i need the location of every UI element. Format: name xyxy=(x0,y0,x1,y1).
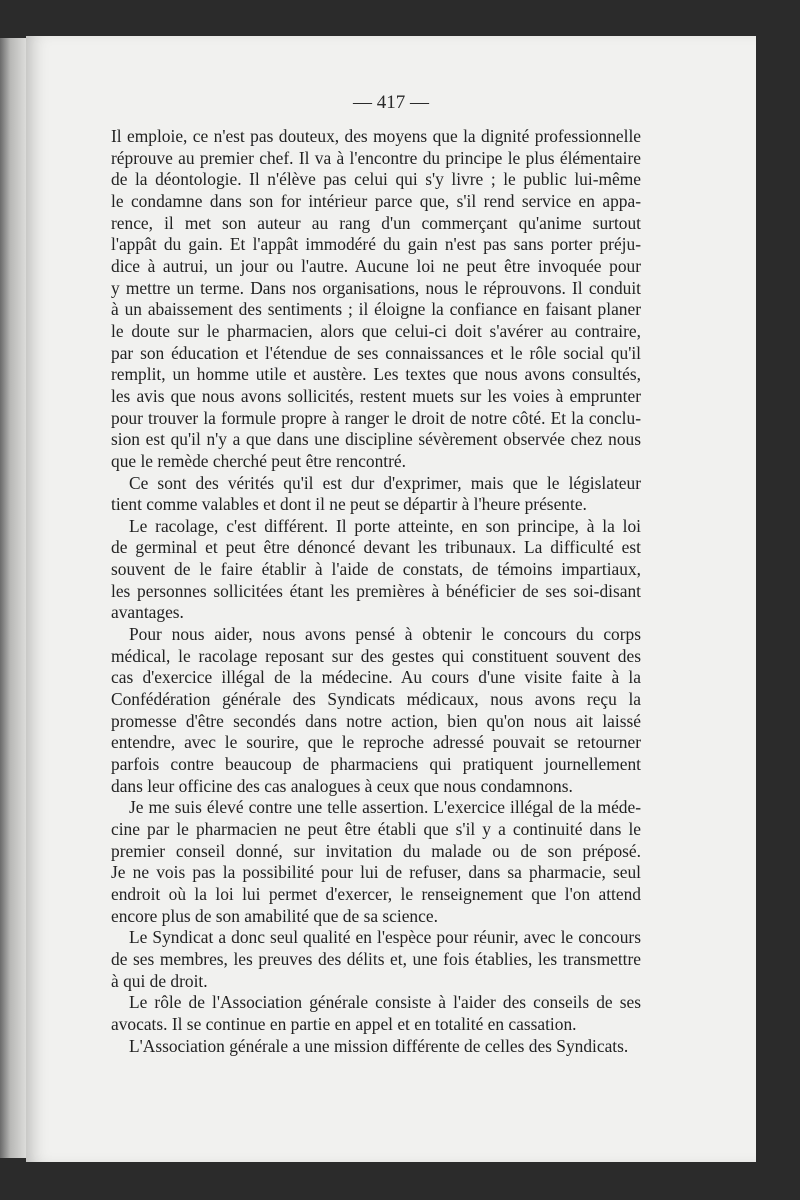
text-line: promesse d'être secondés dans notre action, bien qu'on nous ait laissé xyxy=(111,710,641,731)
text-line: les avis que nous avons sollicités, restent muets sur les voies à emprunter xyxy=(111,385,641,406)
text-line: avantages. xyxy=(111,602,184,623)
body-text xyxy=(111,126,641,1057)
text-line: à un abaissement des sentiments ; il éloigne la confiance en faisant planer xyxy=(111,299,641,320)
book-page xyxy=(26,36,756,1162)
text-line: Le Syndicat a donc seul qualité en l'espèce pour réunir, avec le concours xyxy=(129,927,641,948)
paragraph xyxy=(111,992,641,1035)
text-line: Ce sont des vérités qu'il est dur d'exprimer, mais que le législateur xyxy=(129,472,641,493)
facing-page-edge xyxy=(0,38,26,1158)
text-line: Il emploie, ce n'est pas douteux, des moyens que la dignité professionnelle xyxy=(111,126,641,146)
text-line: les personnes sollicitées étant les premières à bénéficier de ses soi-disant xyxy=(111,580,641,601)
text-line: encore plus de son amabilité que de sa science. xyxy=(111,905,438,926)
text-line: pour trouver la formule propre à ranger le droit de notre côté. Et la conclu- xyxy=(111,407,641,428)
text-line: remplit, un homme utile et austère. Les textes que nous avons consultés, xyxy=(111,364,641,385)
text-line: que le remède cherché peut être rencontré. xyxy=(111,450,406,471)
text-line: avocats. Il se continue en partie en appel et en totalité en cassation. xyxy=(111,1013,577,1034)
text-line: Le racolage, c'est différent. Il porte atteinte, en son principe, à la loi xyxy=(129,515,641,536)
text-line: Je ne vois pas la possibilité pour lui de refuser, dans sa pharmacie, seul xyxy=(111,862,641,883)
text-line: premier conseil donné, sur invitation du malade ou de son préposé. xyxy=(111,840,641,861)
text-line: tient comme valables et dont il ne peut se départir à l'heure présente. xyxy=(111,494,587,515)
text-line: le condamne dans son for intérieur parce que, s'il rend service en appa- xyxy=(111,190,641,211)
text-line: Confédération générale des Syndicats médicaux, nous avons reçu la xyxy=(111,689,641,710)
paragraph xyxy=(111,797,641,927)
text-line: de la déontologie. Il n'élève pas celui qui s'y livre ; le public lui-même xyxy=(111,169,641,190)
text-line: dans leur officine des cas analogues à ceux que nous condamnons. xyxy=(111,775,573,796)
text-line: Pour nous aider, nous avons pensé à obtenir le concours du corps xyxy=(129,624,641,645)
text-line: de germinal et peut être dénoncé devant les tribunaux. La difficulté est xyxy=(111,537,641,558)
text-line: médical, le racolage reposant sur des gestes qui constituent souvent des xyxy=(111,645,641,666)
text-line: Le rôle de l'Association générale consiste à l'aider des conseils de ses xyxy=(129,992,641,1013)
text-line: y mettre un terme. Dans nos organisations, nous le réprouvons. Il conduit xyxy=(111,277,641,298)
text-line: cine par le pharmacien ne peut être établi que s'il y a continuité dans le xyxy=(111,819,641,839)
paragraph xyxy=(111,473,641,516)
text-line: l'appât du gain. Et l'appât immodéré du gain n'est pas sans porter préju- xyxy=(111,234,641,255)
text-line: dice à autrui, un jour ou l'autre. Aucune loi ne peut être invoquée pour xyxy=(111,255,641,276)
paragraph xyxy=(111,927,641,992)
text-line: de ses membres, les preuves des délits et, une fois établies, les transmettre xyxy=(111,948,641,969)
paragraph xyxy=(111,126,641,473)
text-line: cas d'exercice illégal de la médecine. Au cours d'une visite faite à la xyxy=(111,667,641,688)
text-line: souvent de le faire établir à l'aide de constats, de témoins impartiaux, xyxy=(111,559,641,580)
text-line: entendre, avec le sourire, que le reproche adressé pouvait se retourner xyxy=(111,732,641,753)
text-line: à qui de droit. xyxy=(111,970,208,991)
text-line: réprouve au premier chef. Il va à l'encontre du principe le plus élémentaire xyxy=(111,147,641,168)
paragraph xyxy=(111,624,641,797)
paragraph xyxy=(111,516,641,624)
text-line: L'Association générale a une mission différente de celles des Syndicats. xyxy=(129,1035,629,1056)
text-line: le doute sur le pharmacien, alors que celui-ci doit s'avérer au contraire, xyxy=(111,320,641,341)
text-line: parfois contre beaucoup de pharmaciens qui pratiquent journellement xyxy=(111,754,641,775)
paragraph xyxy=(111,1036,641,1058)
page-number: — 417 — xyxy=(353,92,429,113)
text-line: Je me suis élevé contre une telle assertion. L'exercice illégal de la méde- xyxy=(129,797,641,818)
text-line: endroit où la loi lui permet d'exercer, le renseignement que l'on attend xyxy=(111,883,641,904)
text-line: sion est qu'il n'y a que dans une discipline sévèrement observée chez nous xyxy=(111,429,641,450)
text-line: rence, il met son auteur au rang d'un commerçant qu'anime surtout xyxy=(111,212,641,233)
text-line: par son éducation et l'étendue de ses connaissances et le rôle social qu'il xyxy=(111,342,641,363)
